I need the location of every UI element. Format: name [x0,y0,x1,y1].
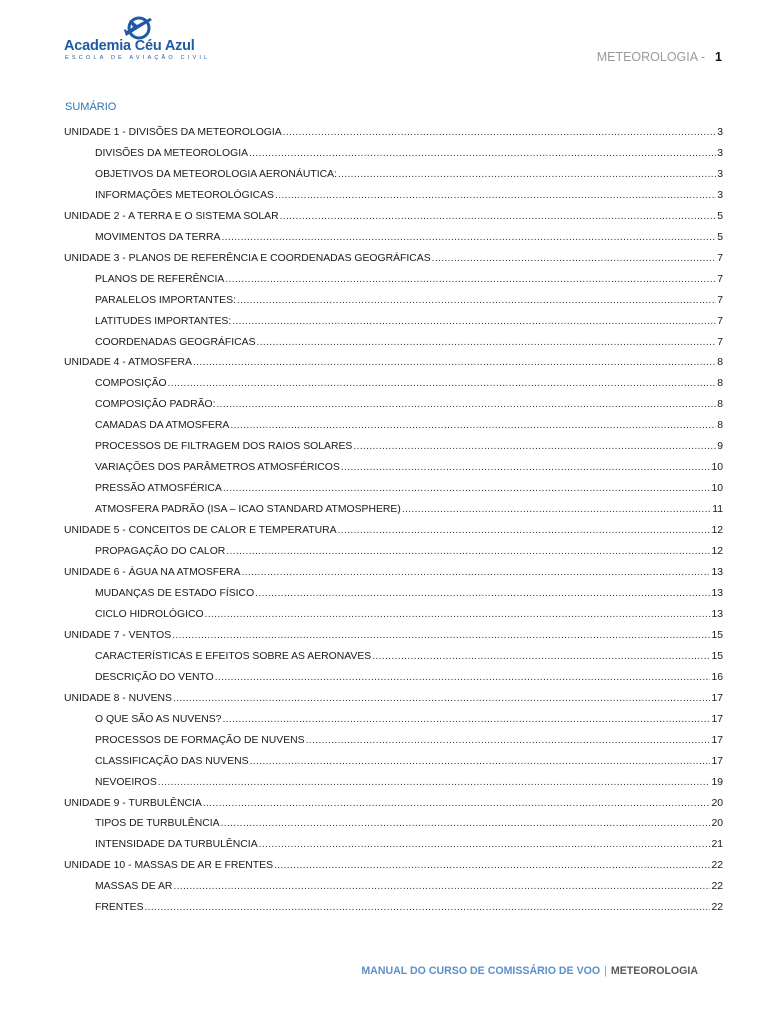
toc-entry-label: INFORMAÇÕES METEOROLÓGICAS [95,189,274,201]
toc-entry[interactable] [64,609,723,630]
toc-entry-label: COORDENADAS GEOGRÁFICAS [95,336,256,348]
toc-entry[interactable] [64,818,723,839]
toc-dot-leader [306,735,711,746]
toc-entry[interactable] [64,651,723,672]
toc-entry-label: PROCESSOS DE FORMAÇÃO DE NUVENS [95,734,305,746]
toc-entry[interactable] [64,399,723,420]
toc-dot-leader [338,169,716,180]
toc-dot-leader [230,420,716,431]
toc-dot-leader [223,483,711,494]
toc-dot-leader [173,881,710,892]
toc-entry-label: INTENSIDADE DA TURBULÊNCIA [95,839,258,851]
toc-dot-leader [274,860,710,871]
toc-entry[interactable] [64,316,723,337]
toc-entry-label: MUDANÇAS DE ESTADO FÍSICO [95,587,255,599]
toc-entry-page: 3 [717,127,723,138]
toc-entry[interactable] [64,525,723,546]
toc-entry-page: 12 [711,525,723,537]
toc-entry-page: 12 [711,546,723,558]
toc-entry-label: CAMADAS DA ATMOSFERA [95,420,230,432]
page-footer [361,965,698,977]
toc-entry-page: 5 [717,231,723,243]
footer-separator: | [604,965,607,977]
toc-entry[interactable] [64,274,723,295]
header-section: METEOROLOGIA - [596,50,706,64]
toc-entry-label: UNIDADE 10 - MASSAS DE AR E FRENTES [64,860,274,872]
toc-entry-label: LATITUDES IMPORTANTES: [95,315,232,327]
toc-entry-label: MOVIMENTOS DA TERRA [95,231,221,243]
toc-entry-page: 15 [711,650,723,662]
toc-entry-page: 8 [717,357,723,369]
toc-entry[interactable] [64,693,723,714]
toc-entry-page: 8 [717,420,723,432]
toc-dot-leader [283,127,717,138]
toc-dot-leader [205,609,711,620]
toc-entry-label: PROCESSOS DE FILTRAGEM DOS RAIOS SOLARES [95,441,353,453]
toc-entry[interactable] [64,588,723,609]
toc-dot-leader [225,274,716,285]
toc-entry-label: TIPOS DE TURBULÊNCIA [95,818,220,830]
toc-entry[interactable] [64,630,723,651]
toc-entry-page: 3 [717,189,723,201]
toc-entry[interactable] [64,839,723,860]
toc-entry[interactable] [64,378,723,399]
toc-title: SUMÁRIO [65,101,117,113]
toc-dot-leader [221,232,716,243]
toc-entry-label: CICLO HIDROLÓGICO [95,608,204,620]
toc-dot-leader [257,337,717,348]
toc-entry-label: UNIDADE 8 - NUVENS [64,692,172,704]
toc-entry-page: 7 [717,336,723,348]
toc-entry[interactable] [64,169,723,190]
toc-entry-page: 11 [712,504,723,516]
toc-entry-page: 7 [717,315,723,327]
toc-entry-page: 10 [711,483,723,495]
toc-entry-page: 3 [717,147,723,159]
toc-entry[interactable] [64,211,723,232]
toc-entry[interactable] [64,546,723,567]
toc-entry-page: 7 [717,252,723,264]
toc-entry-page: 17 [711,734,723,746]
toc-dot-leader [250,756,711,767]
toc-dot-leader [338,525,711,536]
toc-entry-page: 22 [711,881,723,893]
toc-entry-label: NEVOEIROS [95,776,157,788]
toc-entry-page: 22 [711,902,723,914]
toc-entry-page: 7 [717,273,723,285]
toc-entry[interactable] [64,232,723,253]
toc-entry[interactable] [64,672,723,693]
toc-entry-page: 9 [717,441,723,453]
toc-entry[interactable] [64,420,723,441]
toc-entry-label: UNIDADE 4 - ATMOSFERA [64,357,192,369]
toc-entry-label: UNIDADE 6 - ÁGUA NA ATMOSFERA [64,567,241,579]
toc-entry-label: VARIAÇÕES DOS PARÂMETROS ATMOSFÉRICOS [95,462,340,474]
toc-entry[interactable] [64,441,723,462]
toc-dot-leader [353,441,716,452]
toc-dot-leader [222,714,710,725]
toc-entry-label: DESCRIÇÃO DO VENTO [95,671,214,683]
page-number: 1 [715,50,722,64]
toc-entry-page: 7 [717,294,723,306]
toc-dot-leader [145,902,711,913]
toc-dot-leader [402,504,711,515]
toc-entry-label: DIVISÕES DA METEOROLOGIA [95,147,249,159]
toc-dot-leader [255,588,710,599]
toc-dot-leader [241,567,710,578]
toc-dot-leader [173,693,710,704]
toc-dot-leader [216,399,716,410]
toc-entry[interactable] [64,337,723,358]
toc-dot-leader [237,295,716,306]
toc-entry-page: 17 [711,713,723,725]
toc-entry-label: OBJETIVOS DA METEOROLOGIA AERONÁUTICA: [95,168,337,180]
toc-entry[interactable] [64,777,723,798]
toc-dot-leader [341,462,711,473]
toc-dot-leader [259,839,711,850]
toc-entry[interactable] [64,483,723,504]
toc-entry[interactable] [64,127,723,148]
toc-entry[interactable] [64,567,723,588]
toc-dot-leader [168,378,717,389]
toc-entry-label: CLASSIFICAÇÃO DAS NUVENS [95,755,249,767]
toc-entry[interactable] [64,714,723,735]
toc-entry[interactable] [64,735,723,756]
toc-entry-label: O QUE SÃO AS NUVENS? [95,713,222,725]
toc-entry-label: PRESSÃO ATMOSFÉRICA [95,483,222,495]
toc-dot-leader [372,651,710,662]
toc-entry[interactable] [64,295,723,316]
toc-dot-leader [432,253,717,264]
toc-entry-label: UNIDADE 5 - CONCEITOS DE CALOR E TEMPERATURA [64,525,337,537]
toc-entry-label: PROPAGAÇÃO DO CALOR [95,546,226,558]
toc-dot-leader [221,818,711,829]
toc-entry-label: COMPOSIÇÃO PADRÃO: [95,399,216,411]
toc-entry[interactable] [64,253,723,274]
toc-dot-leader [226,546,710,557]
toc-entry[interactable] [64,756,723,777]
toc-entry-page: 8 [717,399,723,411]
toc-entry[interactable] [64,148,723,169]
toc-entry[interactable] [64,190,723,211]
toc-entry-label: ATMOSFERA PADRÃO (ISA – ICAO STANDARD ATMOSPHERE) [95,504,401,516]
toc-entry-page: 10 [711,462,723,474]
toc-dot-leader [193,357,716,368]
toc-dot-leader [232,316,716,327]
logo-tagline: ESCOLA DE AVIAÇÃO CIVIL [65,55,211,61]
toc-entry-page: 15 [711,629,723,641]
toc-entry-label: MASSAS DE AR [95,881,173,893]
footer-subject: METEOROLOGIA [610,965,698,977]
toc-entry-label: COMPOSIÇÃO [95,378,167,390]
toc-entry-page: 5 [717,210,723,222]
toc-dot-leader [275,190,716,201]
toc-entry-label: UNIDADE 9 - TURBULÊNCIA [64,797,202,809]
toc-entry-page: 16 [711,671,723,683]
toc-entry[interactable] [64,504,723,525]
toc-dot-leader [158,777,711,788]
toc-entry-label: UNIDADE 1 - DIVISÕES DA METEOROLOGIA [64,127,282,138]
logo-name: Academia Céu Azul [64,38,195,54]
toc-dot-leader [280,211,717,222]
table-of-contents [64,127,723,923]
toc-entry-page: 19 [711,776,723,788]
toc-entry-page: 17 [711,692,723,704]
toc-entry[interactable] [64,462,723,483]
toc-dot-leader [203,798,711,809]
toc-entry[interactable] [64,798,723,819]
toc-dot-leader [215,672,711,683]
academy-logo [64,14,224,66]
toc-dot-leader [172,630,710,641]
toc-entry-page: 13 [711,567,723,579]
page-header [597,50,722,64]
toc-entry[interactable] [64,881,723,902]
toc-entry-page: 13 [711,608,723,620]
toc-entry[interactable] [64,860,723,881]
toc-entry-label: UNIDADE 7 - VENTOS [64,629,172,641]
toc-entry-page: 20 [711,797,723,809]
toc-entry-label: PLANOS DE REFERÊNCIA [95,273,225,285]
toc-entry-label: PARALELOS IMPORTANTES: [95,294,236,306]
toc-entry-label: UNIDADE 3 - PLANOS DE REFERÊNCIA E COORDENADAS GEOGRÁFICAS [64,252,431,264]
toc-entry-page: 22 [711,860,723,872]
footer-manual: MANUAL DO CURSO DE COMISSÁRIO DE VOO [361,965,601,977]
toc-entry-page: 20 [711,818,723,830]
toc-entry[interactable] [64,902,723,923]
toc-entry[interactable] [64,357,723,378]
toc-entry-label: CARACTERÍSTICAS E EFEITOS SOBRE AS AERONAVES [95,650,372,662]
toc-entry-page: 17 [711,755,723,767]
toc-entry-label: UNIDADE 2 - A TERRA E O SISTEMA SOLAR [64,210,279,222]
toc-entry-page: 3 [717,168,723,180]
toc-dot-leader [249,148,716,159]
toc-entry-page: 13 [711,587,723,599]
toc-entry-label: FRENTES [95,902,144,914]
toc-entry-page: 8 [717,378,723,390]
toc-entry-page: 21 [711,839,723,851]
